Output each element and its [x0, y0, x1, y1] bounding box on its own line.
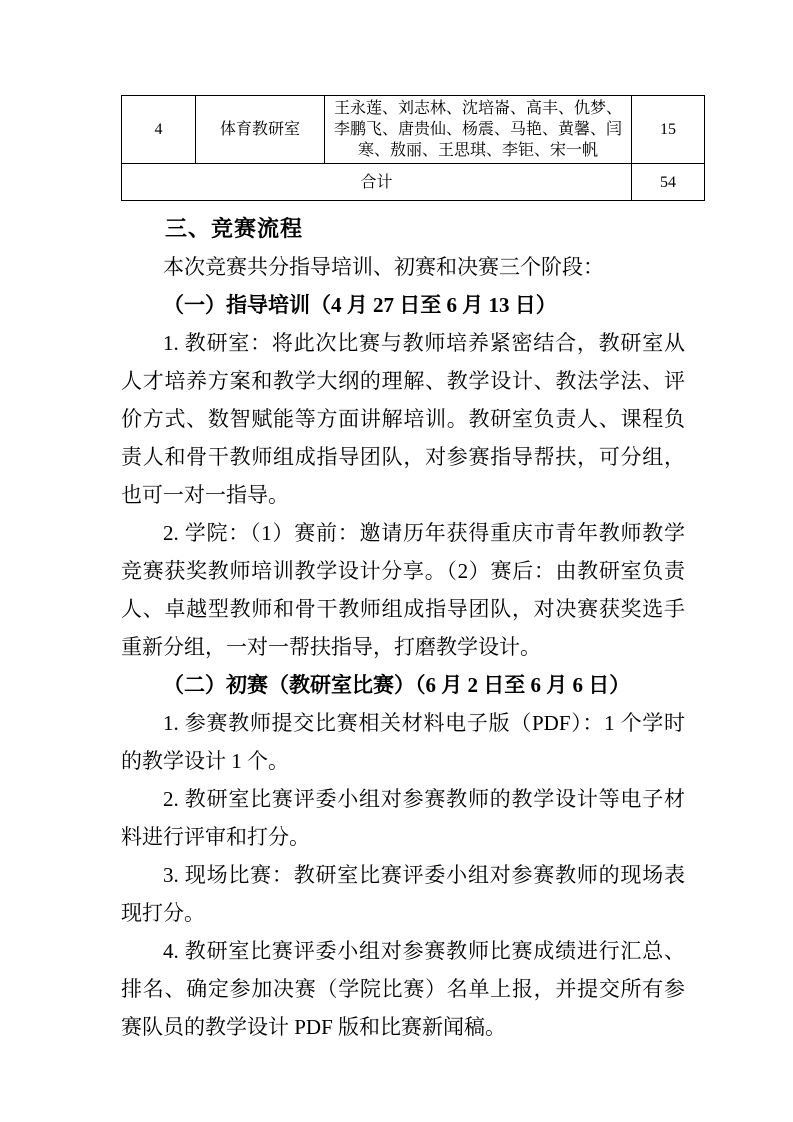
table-cell-total-value: 54 — [632, 164, 705, 201]
table-row — [122, 96, 705, 164]
participants-table — [121, 95, 705, 201]
paragraph-guidance-2: 2. 学院：（1）赛前：邀请历年获得重庆市青年教师教学竞赛获奖教师培训教学设计分享。（2）赛后：由教研室负责人、卓越型教师和骨干教师组成指导团队，对决赛获奖选手重新分组，一对一帮扶指导，打磨教学设计。 — [121, 521, 685, 659]
table-total-row — [122, 164, 705, 201]
table-cell-count: 15 — [632, 96, 705, 164]
paragraph-preliminary-3: 3. 现场比赛：教研室比赛评委小组对参赛教师的现场表现打分。 — [121, 863, 685, 925]
table-cell-index: 4 — [122, 96, 196, 164]
section-heading: 三、竞赛流程 — [165, 216, 304, 241]
table-cell-members: 王永莲、刘志林、沈培崙、高丰、仇梦、李鹏飞、唐贵仙、杨震、马艳、黄馨、闫寒、敖丽、王思琪、李钜、宋一帆 — [325, 96, 632, 164]
subsection-heading-2: （二）初赛（教研室比赛）（6 月 2 日至 6 月 6 日） — [163, 673, 631, 697]
document-content — [121, 95, 685, 1046]
table-cell-department: 体育教研室 — [196, 96, 325, 164]
paragraph-intro: 本次竞赛共分指导培训、初赛和决赛三个阶段： — [163, 255, 604, 279]
paragraph-preliminary-1: 1. 参赛教师提交比赛相关材料电子版（PDF）：1 个学时的教学设计 1 个。 — [121, 711, 685, 773]
subsection-heading-1: （一）指导培训（4 月 27 日至 6 月 13 日） — [163, 293, 557, 317]
paragraph-preliminary-4: 4. 教研室比赛评委小组对参赛教师比赛成绩进行汇总、排名、确定参加决赛（学院比赛）名单上报，并提交所有参赛队员的教学设计 PDF 版和比赛新闻稿。 — [121, 939, 685, 1039]
paragraph-guidance-1: 1. 教研室：将此次比赛与教师培养紧密结合，教研室从人才培养方案和教学大纲的理解、教学设计、教法学法、评价方式、数智赋能等方面讲解培训。教研室负责人、课程负责人和骨干教师组成指导团队，对参赛指导帮扶，可分组，也可一对一指导。 — [121, 331, 685, 507]
table-cell-total-label: 合计 — [122, 164, 632, 201]
paragraph-preliminary-2: 2. 教研室比赛评委小组对参赛教师的教学设计等电子材料进行评审和打分。 — [121, 787, 685, 849]
